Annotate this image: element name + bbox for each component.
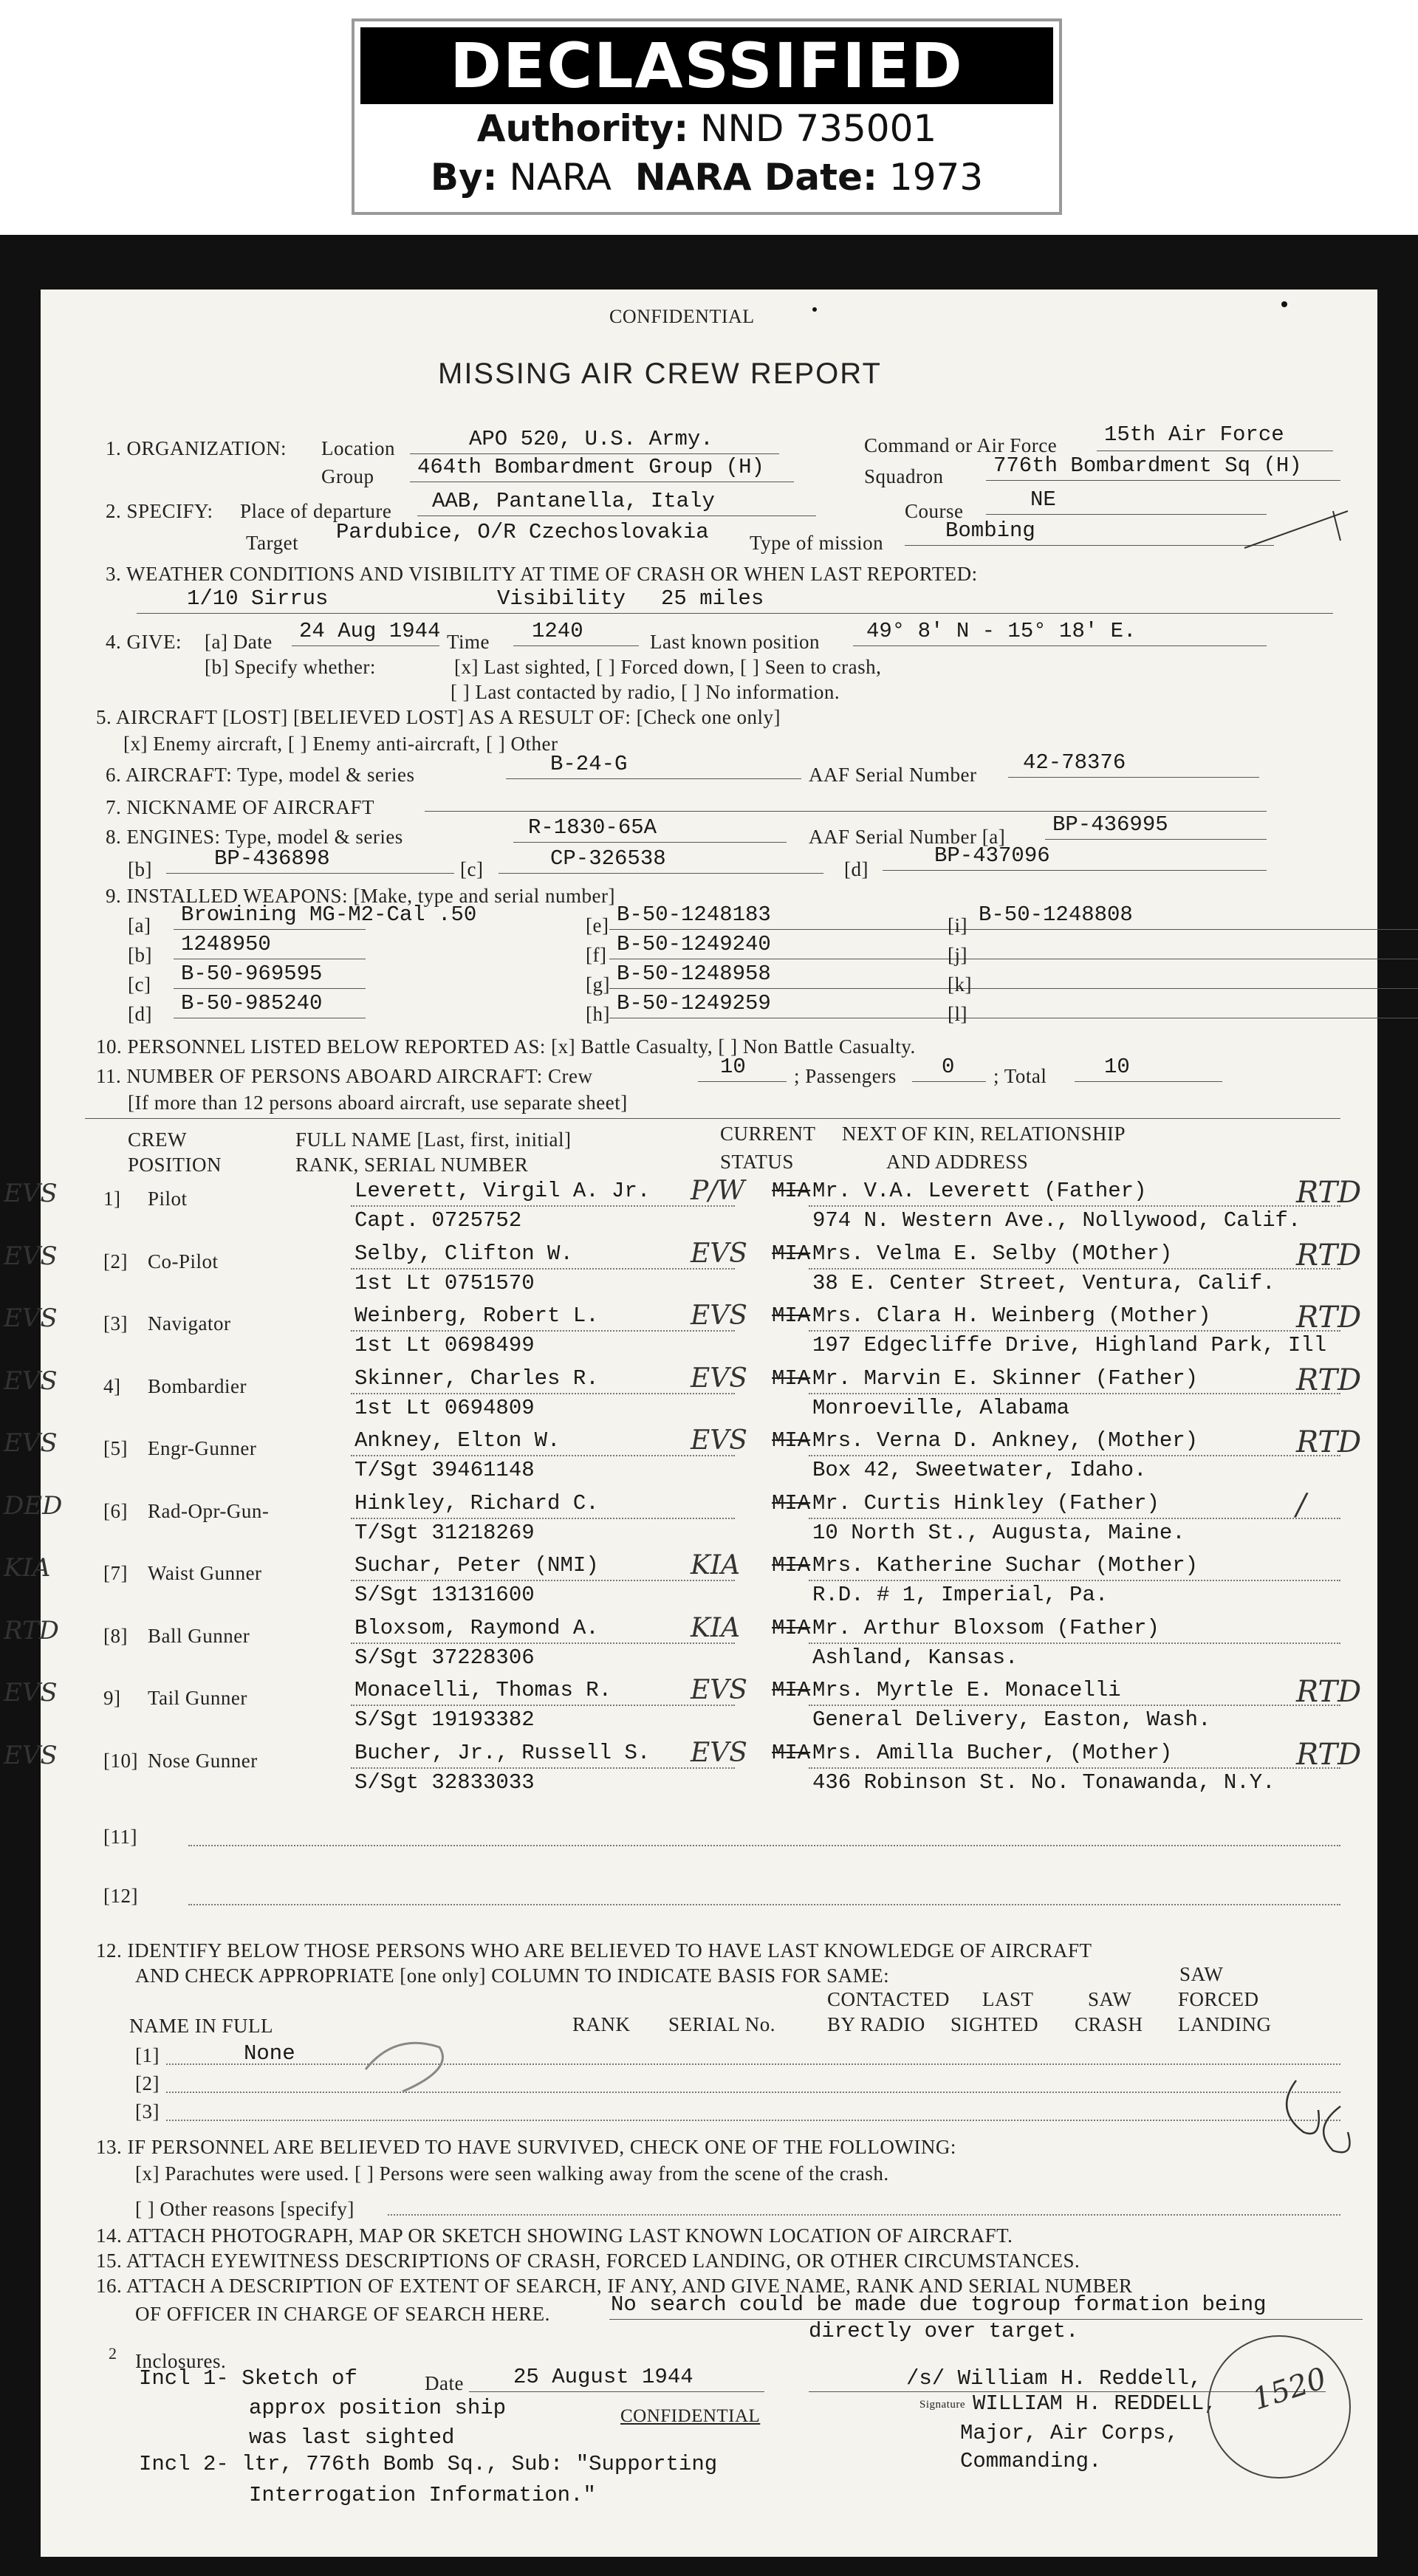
crew-name: Skinner, Charles R. [354,1366,599,1391]
crew-index-empty: [12] [103,1885,138,1907]
s12-row-index: [2] [135,2072,160,2094]
crew-status: MIA [772,1304,811,1328]
departure-value: AAB, Pantanella, Italy [432,489,715,513]
full-name-header: FULL NAME [Last, first, initial] [295,1128,572,1151]
crew-name: Suchar, Peter (NMI) [354,1553,599,1578]
s12-row-index: [1] [135,2044,160,2066]
crew-status-handwritten: P/W [691,1176,745,1206]
crew-right-note: RTD [1296,1675,1362,1709]
weapon-serial: B-50-1249240 [617,932,771,956]
next-of-kin-header: NEXT OF KIN, RELATIONSHIP [842,1123,1126,1145]
s12-none-value: None [244,2041,295,2066]
crew-index: 1] [103,1188,121,1210]
incl-date-value: 25 August 1944 [513,2365,693,2389]
crew-index: 9] [103,1687,121,1709]
weapon-index: [d] [128,1003,152,1025]
section-13-options: [x] Parachutes were used. [ ] Persons were seen walking away from the scene of the crash. [135,2162,889,2185]
crew-next-of-kin: Mrs. Verna D. Ankney, (Mother) [812,1428,1199,1453]
crew-status-handwritten: EVS [691,1238,747,1269]
aircraft-type-value: B-24-G [550,752,628,776]
weapon-index: [b] [128,944,152,966]
declassified-stamp [352,18,1062,215]
crew-status-handwritten: EVS [691,1363,747,1394]
engine-d-value: BP-437096 [934,843,1050,868]
mission-value: Bombing [945,518,1035,543]
crew-next-of-kin: Mr. Curtis Hinkley (Father) [812,1490,1160,1515]
crew-index: 4] [103,1374,121,1397]
crew-next-of-kin: Mrs. Clara H. Weinberg (Mother) [812,1304,1211,1328]
crew-next-of-kin: Mrs. Myrtle E. Monacelli [812,1678,1121,1702]
signer-rank: Major, Air Corps, [960,2421,1179,2445]
crew-right-note: RTD [1296,1425,1362,1459]
crew-right-note: RTD [1296,1737,1362,1772]
section-3-label: 3. WEATHER CONDITIONS AND VISIBILITY AT TIME OF CRASH OR WHEN LAST REPORTED: [106,563,978,585]
section-1-label: 1. ORGANIZATION: [106,437,287,459]
aircraft-serial-value: 42-78376 [1023,750,1126,775]
section-16-label-2: OF OFFICER IN CHARGE OF SEARCH HERE. [135,2303,550,2325]
mission-label: Type of mission [750,532,884,554]
section-13-label: 13. IF PERSONNEL ARE BELIEVED TO HAVE SURVIVED, CHECK ONE OF THE FOLLOWING: [96,2136,956,2158]
circle-number: 1520 [1248,2361,1331,2417]
last-known-position-label: Last known position [650,631,820,653]
signer-title: Commanding. [960,2449,1102,2473]
crew-position: Ball Gunner [148,1624,250,1647]
crew-name: Bucher, Jr., Russell S. [354,1740,651,1765]
crew-position: Waist Gunner [148,1562,262,1584]
crash-header: CRASH [1075,2013,1143,2035]
section-13-other: [ ] Other reasons [specify] [135,2198,354,2220]
crew-name: Leverett, Virgil A. Jr. [354,1179,651,1203]
weapon-serial: Browining MG-M2-Cal .50 [181,902,477,927]
weapon-index: [c] [128,973,151,996]
weapon-index: [f] [586,944,607,966]
weapon-serial: 1248950 [181,932,271,956]
crew-margin-note: EVS [4,1304,58,1333]
weapon-serial: B-50-1248183 [617,902,771,927]
command-label: Command or Air Force [864,434,1058,456]
weapon-serial: B-50-985240 [181,991,323,1015]
search-text-2: directly over target. [809,2319,1079,2343]
crew-rank: S/Sgt 37228306 [354,1645,535,1670]
crew-kin-address: Box 42, Sweetwater, Idaho. [812,1458,1147,1482]
footer-confidential: CONFIDENTIAL [620,2406,761,2426]
crew-status-handwritten: KIA [691,1612,741,1643]
visibility-label: Visibility [497,586,626,611]
crew-count: 10 [720,1055,746,1079]
engine-d-label: [d] [844,858,869,880]
signature-value: /s/ William H. Reddell, [906,2366,1202,2391]
crew-status-handwritten: EVS [691,1675,747,1705]
crew-margin-note: RTD [4,1615,59,1645]
crew-status: MIA [772,1553,811,1578]
weapon-index: [h] [586,1003,610,1025]
crew-position: Pilot [148,1188,188,1210]
date-label: [a] Date [205,631,273,653]
crew-margin-note: EVS [4,1678,58,1707]
crew-status: MIA [772,1490,811,1515]
crew-index: [2] [103,1250,128,1272]
name-in-full-header: NAME IN FULL [129,2015,273,2037]
passengers-label: ; Passengers [794,1065,897,1087]
crew-name: Ankney, Elton W. [354,1428,561,1453]
section-8-label: 8. ENGINES: Type, model & series [106,826,403,848]
crew-index: [5] [103,1437,128,1459]
specify-check: [x] Last sighted, [ ] Forced down, [ ] Seen to crash, [454,656,882,678]
crew-rank: S/Sgt 32833033 [354,1770,535,1795]
sighted-header: SIGHTED [951,2013,1038,2035]
target-label: Target [246,532,299,554]
crew-margin-note: EVS [4,1179,58,1208]
visibility-value: 25 miles [661,586,764,611]
section-12-label: 12. IDENTIFY BELOW THOSE PERSONS WHO ARE BELIEVED TO HAVE LAST KNOWLEDGE OF AIRCRAFT [96,1939,1092,1962]
engine-c-value: CP-326538 [550,846,666,871]
crew-name: Monacelli, Thomas R. [354,1678,612,1702]
engine-c-label: [c] [460,858,484,880]
weapon-index: [l] [948,1003,967,1025]
crew-position: Navigator [148,1312,231,1335]
report-title: MISSING AIR CREW REPORT [438,357,882,390]
saw-header: SAW [1088,1988,1132,2010]
crew-position: Tail Gunner [148,1687,247,1709]
crew-rank: 1st Lt 0698499 [354,1333,535,1357]
crew-name: Selby, Clifton W. [354,1241,573,1266]
section-2-label: 2. SPECIFY: [106,500,213,522]
group-value: 464th Bombardment Group (H) [417,455,764,479]
section-15-label: 15. ATTACH EYEWITNESS DESCRIPTIONS OF CRASH, FORCED LANDING, OR OTHER CIRCUMSTANCES. [96,2250,1080,2272]
contacted-header: CONTACTED [827,1988,950,2010]
crew-kin-address: 38 E. Center Street, Ventura, Calif. [812,1270,1275,1295]
crew-index: [10] [103,1749,138,1772]
inclosure-2: Incl 2- ltr, 776th Bomb Sq., Sub: "Supporting [139,2452,718,2476]
inclosure-1b: approx position ship [249,2396,507,2420]
crew-status-handwritten: KIA [691,1550,741,1580]
stamp-authority: Authority: NND 735001 [476,107,937,150]
aaf-serial-label: AAF Serial Number [809,764,977,786]
crew-margin-note: EVS [4,1366,58,1396]
serial-header: SERIAL No. [668,2013,775,2035]
rank-header: RANK [572,2013,631,2035]
crew-status: MIA [772,1179,811,1203]
last-header: LAST [982,1988,1034,2010]
section-14-label: 14. ATTACH PHOTOGRAPH, MAP OR SKETCH SHOWING LAST KNOWN LOCATION OF AIRCRAFT. [96,2224,1013,2247]
weapon-serial: B-50-1249259 [617,991,771,1015]
inclosure-1: Incl 1- Sketch of [139,2366,357,2391]
crew-header: CREW [128,1128,187,1151]
forced-header: FORCED [1178,1988,1259,2010]
saw-forced-header: SAW [1179,1963,1224,1985]
address-header: AND ADDRESS [886,1151,1029,1173]
crew-kin-address: R.D. # 1, Imperial, Pa. [812,1583,1109,1607]
inclosure-2b: Interrogation Information." [249,2483,596,2507]
crew-kin-address: Ashland, Kansas. [812,1645,1018,1670]
position-header: POSITION [128,1154,222,1176]
crew-name: Bloxsom, Raymond A. [354,1615,599,1640]
weapon-serial: B-50-1248958 [617,962,771,986]
engine-b-value: BP-436898 [214,846,330,871]
passengers-count: 0 [942,1055,955,1079]
incl-date-label: Date [425,2372,464,2394]
crew-status: MIA [772,1241,811,1266]
crew-position: Nose Gunner [148,1749,258,1772]
crew-rank: 1st Lt 0751570 [354,1270,535,1295]
engine-serial-label: AAF Serial Number [a] [809,826,1006,848]
current-header: CURRENT [720,1123,816,1145]
location-value: APO 520, U.S. Army. [469,427,713,451]
crew-next-of-kin: Mr. V.A. Leverett (Father) [812,1179,1147,1203]
location-label: Location [321,437,395,459]
crew-margin-note: KIA [4,1553,51,1583]
section-5-label: 5. AIRCRAFT [LOST] [BELIEVED LOST] AS A RESULT OF: [Check one only] [96,706,781,728]
crew-kin-address: 974 N. Western Ave., Nollywood, Calif. [812,1208,1301,1233]
target-value: Pardubice, O/R Czechoslovakia [336,520,709,544]
engine-a-value: BP-436995 [1052,812,1168,837]
crew-status: MIA [772,1678,811,1702]
section-16-label: 16. ATTACH A DESCRIPTION OF EXTENT OF SEARCH, IF ANY, AND GIVE NAME, RANK AND SERIAL NUMBER [96,2275,1133,2297]
crew-right-note: RTD [1296,1363,1362,1397]
squadron-value: 776th Bombardment Sq (H) [993,453,1302,478]
crew-rank: Capt. 0725752 [354,1208,522,1233]
crew-kin-address: 10 North St., Augusta, Maine. [812,1520,1185,1545]
section-9-label: 9. INSTALLED WEAPONS: [Make, type and serial number] [106,885,615,907]
specify-options-2: [ ] Last contacted by radio, [ ] No information. [451,681,840,703]
weapon-index: [k] [948,973,972,996]
total-count: 10 [1104,1055,1130,1079]
weapon-index: [i] [948,914,967,936]
crew-rank: T/Sgt 31218269 [354,1520,535,1545]
departure-label: Place of departure [240,500,392,522]
crew-index-empty: [11] [103,1826,137,1848]
crew-name: Weinberg, Robert L. [354,1304,599,1328]
margin-scribbles [41,290,1377,2557]
crew-status: MIA [772,1740,811,1765]
crew-next-of-kin: Mr. Marvin E. Skinner (Father) [812,1366,1199,1391]
by-radio-header: BY RADIO [827,2013,925,2035]
crew-rank: S/Sgt 19193382 [354,1707,535,1732]
crew-position: Bombardier [148,1374,247,1397]
weapon-index: [e] [586,914,609,936]
date-value: 24 Aug 1944 [299,619,441,643]
signature-label: Signature [919,2399,965,2411]
crew-position: Engr-Gunner [148,1437,257,1459]
crew-position: Co-Pilot [148,1250,219,1272]
section-4-label: 4. GIVE: [106,631,182,653]
crew-kin-address: Monroeville, Alabama [812,1395,1070,1420]
crew-next-of-kin: Mrs. Amilla Bucher, (Mother) [812,1740,1173,1765]
crew-position: Rad-Opr-Gun- [148,1499,270,1522]
crew-kin-address: 436 Robinson St. No. Tonawanda, N.Y. [812,1770,1275,1795]
crew-status-handwritten: EVS [691,1301,747,1331]
stamp-by: By: NARA NARA Date: 1973 [430,156,984,199]
s12-row-index: [3] [135,2100,160,2123]
specify-label: [b] Specify whether: [205,656,376,678]
crew-right-note: RTD [1296,1301,1362,1335]
weapon-serial: B-50-1248808 [979,902,1133,927]
weapon-index: [j] [948,944,967,966]
section-6-label: 6. AIRCRAFT: Type, model & series [106,764,415,786]
crew-next-of-kin: Mrs. Velma E. Selby (MOther) [812,1241,1173,1266]
squadron-label: Squadron [864,465,944,487]
section-7-label: 7. NICKNAME OF AIRCRAFT [106,796,375,818]
status-header: STATUS [720,1151,794,1173]
section-12-label-2: AND CHECK APPROPRIATE [one only] COLUMN TO INDICATE BASIS FOR SAME: [135,1964,890,1987]
crew-right-note: RTD [1296,1238,1362,1272]
stamp-title: DECLASSIFIED [360,27,1053,104]
crew-margin-note: EVS [4,1428,58,1458]
crew-status-handwritten: EVS [691,1425,747,1456]
crew-rank: T/Sgt 39461148 [354,1458,535,1482]
crew-status: MIA [772,1428,811,1453]
time-label: Time [447,631,490,653]
position-value: 49° 8' N - 15° 18' E. [866,619,1137,643]
engine-type-value: R-1830-65A [528,815,657,840]
course-label: Course [905,500,964,522]
time-value: 1240 [532,619,583,643]
crew-right-note: RTD [1296,1176,1362,1210]
command-value: 15th Air Force [1104,422,1284,447]
weapon-index: [g] [586,973,610,996]
crew-index: [8] [103,1624,128,1647]
confidential-header: CONFIDENTIAL [609,306,755,327]
crew-rank: S/Sgt 13131600 [354,1583,535,1607]
document-page [4,290,1377,2557]
crew-margin-note: EVS [4,1241,58,1271]
crew-index: [7] [103,1562,128,1584]
weather-value: 1/10 Sirrus [187,586,329,611]
crew-index: [3] [103,1312,128,1335]
crew-status-handwritten: EVS [691,1737,747,1768]
crew-kin-address: 197 Edgecliffe Drive, Highland Park, Ill [812,1333,1327,1357]
landing-header: LANDING [1178,2013,1272,2035]
crew-status: MIA [772,1615,811,1640]
inclosures-label: Inclosures. [135,2350,227,2372]
crew-name: Hinkley, Richard C. [354,1490,599,1515]
group-label: Group [321,465,374,487]
crew-status: MIA [772,1366,811,1391]
crew-index: [6] [103,1499,128,1522]
weapon-serial: B-50-969595 [181,962,323,986]
crew-kin-address: General Delivery, Easton, Wash. [812,1707,1211,1732]
crew-rank: 1st Lt 0694809 [354,1395,535,1420]
signature-typed: WILLIAM H. REDDELL, [973,2391,1217,2416]
section-5-options: [x] Enemy aircraft, [ ] Enemy anti-aircraft, [ ] Other [123,733,558,755]
crew-next-of-kin: Mr. Arthur Bloxsom (Father) [812,1615,1160,1640]
inclosure-count: 2 [109,2344,117,2363]
search-text: No search could be made due togroup formation being [611,2292,1267,2317]
section-10-label: 10. PERSONNEL LISTED BELOW REPORTED AS: [x] Battle Casualty, [ ] Non Battle Casualty. [96,1035,916,1058]
crew-margin-note: DED [4,1490,63,1521]
weapon-index: [a] [128,914,151,936]
course-value: NE [1030,487,1056,512]
engine-b-label: [b] [128,858,152,880]
rank-serial-header: RANK, SERIAL NUMBER [295,1154,529,1176]
section-11-note: [If more than 12 persons aboard aircraft, use separate sheet] [128,1092,628,1114]
crew-right-note: / [1296,1487,1306,1522]
section-11-label: 11. NUMBER OF PERSONS ABOARD AIRCRAFT: Crew [96,1065,593,1087]
crew-next-of-kin: Mrs. Katherine Suchar (Mother) [812,1553,1199,1578]
crew-margin-note: EVS [4,1740,58,1770]
inclosure-1c: was last sighted [249,2425,455,2450]
total-label: ; Total [993,1065,1047,1087]
